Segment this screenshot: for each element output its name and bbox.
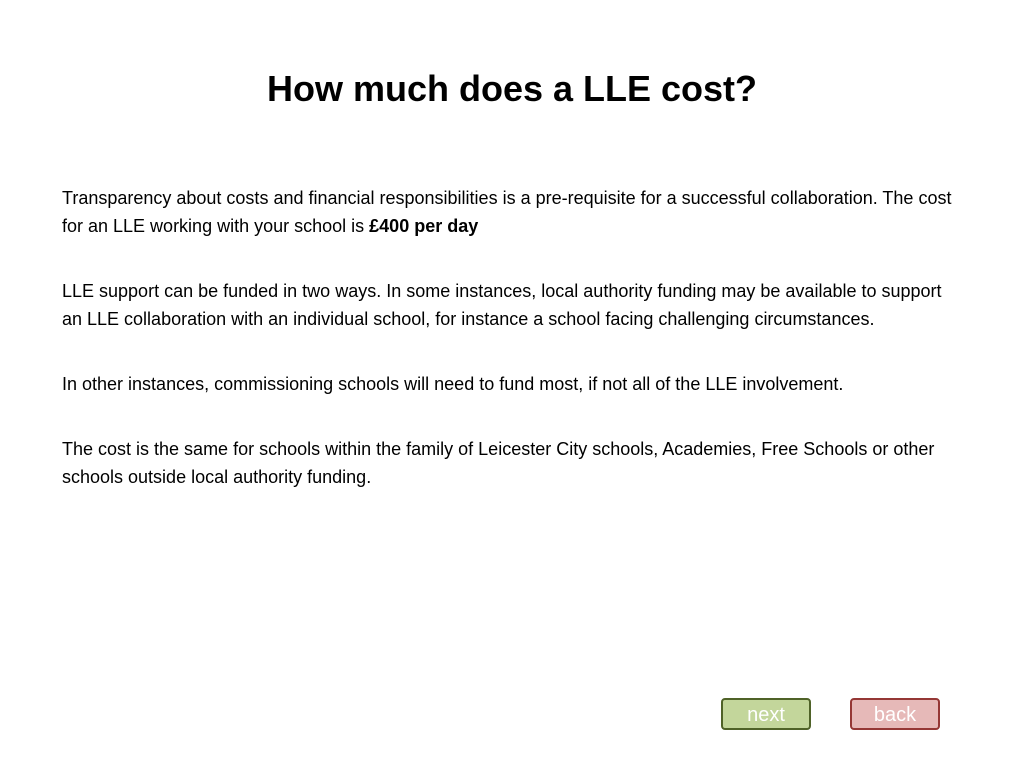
paragraph-commissioning-schools: In other instances, commissioning schools will need to fund most, if not all of the LLE involvement. [62, 374, 844, 394]
daily-rate: £400 per day [369, 216, 479, 236]
paragraph-funding-ways: LLE support can be funded in two ways. In some instances, local authority funding may be available to support an LLE collaboration with an individual school, for instance a school facing challenging circumstances. [62, 281, 942, 329]
slide-body [62, 184, 962, 528]
next-button[interactable]: next [721, 698, 811, 730]
slide-title: How much does a LLE cost? [266, 68, 758, 109]
paragraph-same-cost: The cost is the same for schools within the family of Leicester City schools, Academies, Free Schools or other schools outside local authority funding. [62, 439, 935, 487]
paragraph-cost-transparency [62, 184, 962, 240]
cost-intro-text: Transparency about costs and financial responsibilities is a pre-requisite for a successful collaboration. The cost for an LLE working with your school is [62, 188, 952, 236]
back-button[interactable]: back [850, 698, 940, 730]
